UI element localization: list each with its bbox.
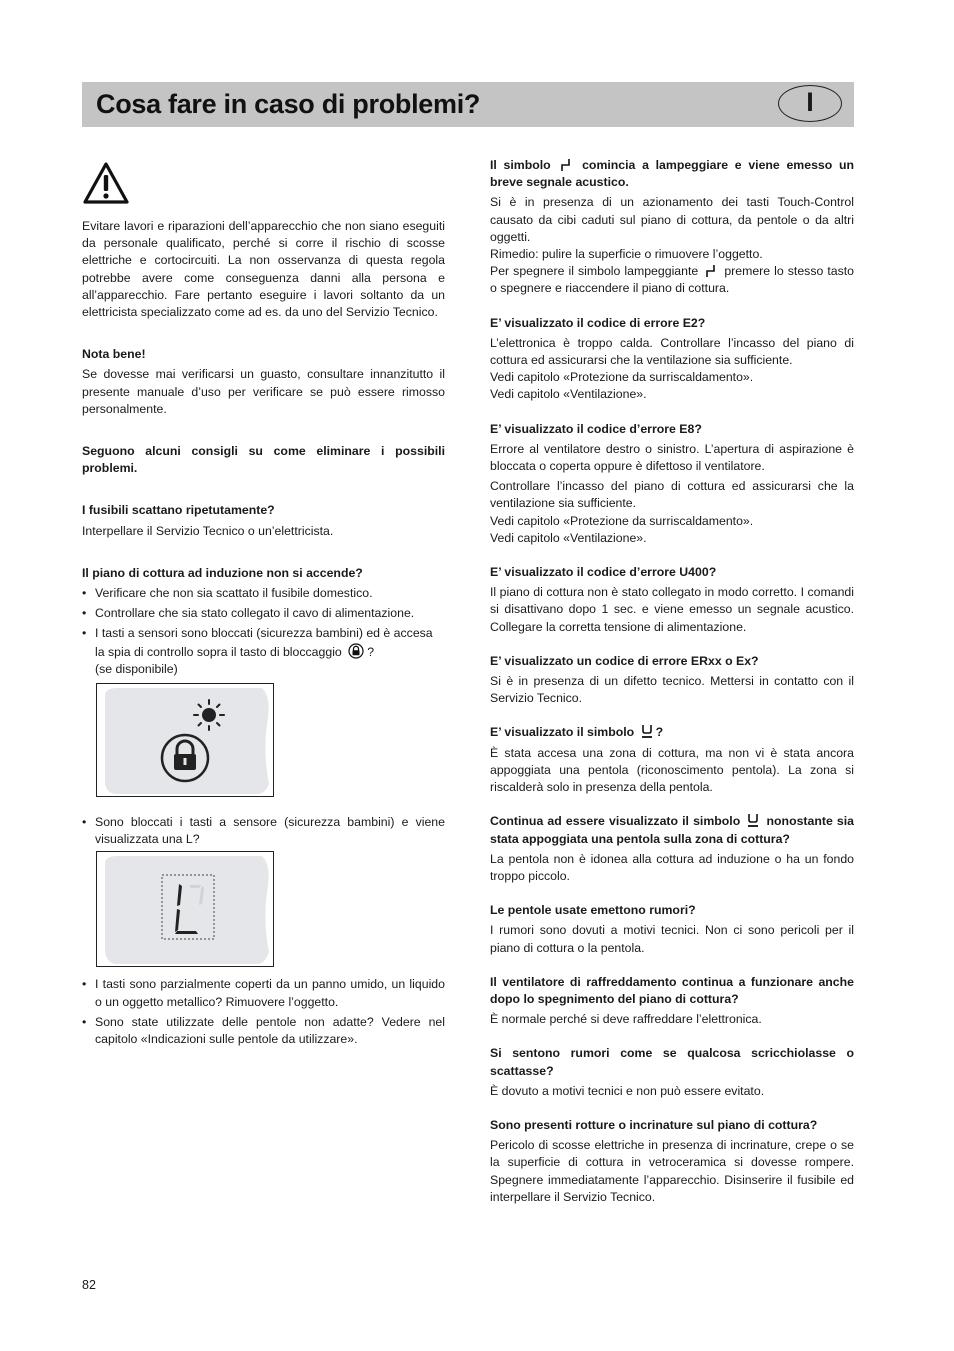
blink-symbol-off: Per spegnere il simbolo lampeggiante premere lo stesso tasto o spegnere e riaccendere il piano di cottura. — [490, 264, 854, 296]
break-title: Sono presenti rotture o incrinature sul piano di cottura? — [490, 1117, 818, 1132]
page-title: Cosa fare in caso di problemi? — [96, 89, 481, 119]
e8-text: Controllare l’incasso del piano di cottura ed assicurarsi che la ventilazione sia sufficiente. — [490, 479, 854, 511]
advice-text: Seguono alcuni consigli su come eliminare i possibili problemi. — [82, 444, 445, 476]
list-item: • I tasti a sensori sono bloccati (sicurezza bambini) ed è accesa la spia di controllo sopra il tasto di bloccaggio ? (se disponibile) — [82, 625, 445, 678]
note-text: Se dovesse mai verificarsi un guasto, consultare innanzitutto il presente manuale d’uso per verificare se può essere rimosso personalmente. — [82, 367, 445, 416]
erxx-title: E’ visualizzato un codice di errore ERxx o Ex? — [490, 653, 759, 668]
e8-ref: Vedi capitolo «Ventilazione». — [490, 530, 647, 545]
language-badge: I — [778, 85, 842, 122]
list-item: • Sono bloccati i tasti a sensore (sicurezza bambini) e viene visualizzata una L? — [82, 814, 445, 848]
pan-symbol-icon — [641, 724, 653, 739]
pan-symbol-text: È stata accesa una zona di cottura, ma non vi è stata ancora appoggiata una pentola (riconoscimento pentola). La zona si riscalderà solo in presenza della pentola. — [490, 745, 854, 795]
list-item: • Verificare che non sia scattato il fusibile domestico. — [82, 585, 445, 602]
right-column — [490, 157, 854, 1206]
e2-ref: Vedi capitolo «Protezione da surriscaldamento». — [490, 370, 754, 385]
u400-text: Il piano di cottura non è stato collegato in modo corretto. I comandi si disattivano dopo 1 sec. e viene emesso un segnale acustico. Collegare la corretta tensione di alimentazione. — [490, 585, 854, 634]
fan-title: Il ventilatore di raffreddamento continua a funzionare anche dopo lo spegnimento del piano di cottura? — [490, 974, 854, 1006]
crack-text: È dovuto a motivi tecnici e non può essere evitato. — [490, 1083, 765, 1098]
list-item: • Sono state utilizzate delle pentole non adatte? Vedere nel capitolo «Indicazioni sulle pentole da utilizzare». — [82, 1014, 445, 1048]
blink-symbol-icon — [560, 158, 572, 172]
list-item: • I tasti sono parzialmente coperti da un panno umido, un liquido o un oggetto metallico? Rimuovere l’oggetto. — [82, 976, 445, 1010]
fuse-text: Interpellare il Servizio Tecnico o un’elettricista. — [82, 523, 334, 538]
blink-symbol-text: Si è in presenza di un azionamento dei tasti Touch-Control causato da cibi caduti sul piano di cottura, da pentole o da altri oggetti. — [490, 195, 854, 244]
e8-title: E’ visualizzato il codice d’errore E8? — [490, 421, 702, 436]
u400-title: E’ visualizzato il codice d’errore U400? — [490, 565, 717, 580]
page-number: 82 — [82, 1278, 96, 1292]
noise-text: I rumori sono dovuti a motivi tecnici. Non ci sono pericoli per il piano di cottura o la pentola. — [490, 923, 854, 955]
erxx-text: Si è in presenza di un difetto tecnico. Mettersi in contatto con il Servizio Tecnico. — [490, 674, 854, 706]
pan-symbol-icon — [747, 813, 759, 828]
lock-list — [82, 814, 445, 848]
fan-text: È normale perché si deve raffreddare l’elettronica. — [490, 1012, 762, 1027]
e2-ref: Vedi capitolo «Ventilazione». — [490, 387, 647, 402]
e8-ref: Vedi capitolo «Protezione da surriscaldamento». — [490, 513, 754, 528]
note-title: Nota bene! — [82, 347, 146, 362]
header-bar — [82, 82, 854, 127]
break-text: Pericolo di scosse elettriche in presenza di incrinature, crepe o se la superficie di cottura in vetroceramica si dovesse rompere. Spegnere immediatamente l’apparecchio. Disinserire il fusibile ed interpellare il Servizio Tecnico. — [490, 1138, 854, 1204]
l-display-illustration — [96, 851, 274, 967]
list-item: • Controllare che sia stato collegato il cavo di alimentazione. — [82, 605, 445, 622]
warning-icon — [82, 161, 130, 205]
lock-indicator-illustration — [96, 683, 274, 797]
noise-title: Le pentole usate emettono rumori? — [490, 903, 696, 918]
blink-symbol-icon — [705, 264, 717, 278]
sun-icon — [194, 700, 224, 730]
no-power-title: Il piano di cottura ad induzione non si accende? — [82, 565, 363, 580]
pan-persist-text: La pentola non è idonea alla cottura ad induzione o ha un fondo troppo piccolo. — [490, 851, 854, 883]
crack-title: Si sentono rumori come se qualcosa scricchiolasse o scattasse? — [490, 1046, 854, 1078]
no-power-list — [82, 585, 445, 678]
e2-title: E’ visualizzato il codice di errore E2? — [490, 315, 706, 330]
left-column — [82, 157, 445, 1051]
fuse-title: I fusibili scattano ripetutamente? — [82, 503, 275, 518]
extra-list — [82, 976, 445, 1048]
pan-persist-title: Continua ad essere visualizzato il simbolo nonostante sia stata appoggiata una pentola sulla zona di cottura? — [490, 814, 855, 846]
blink-symbol-title: Il simbolo comincia a lampeggiare e viene emesso un breve segnale acustico. — [490, 158, 854, 190]
pan-symbol-title: E’ visualizzato il simbolo ? — [490, 725, 664, 740]
e2-text: L’elettronica è troppo calda. Controllare l’incasso del piano di cottura ed assicurarsi che la ventilazione sia sufficiente. — [490, 335, 854, 368]
blink-symbol-remedy: Rimedio: pulire la superficie o rimuovere l’oggetto. — [490, 247, 763, 262]
intro-text: Evitare lavori e riparazioni dell’apparecchio che non siano eseguiti da personale qualificato, perché si corre il rischio di scosse elettriche e cortocircuiti. La non osservanza di questa regola potrebbe avere come conseguenza danni alla persona e all’apparecchio. Fare pertanto eseguire i lavori soltanto da un elettricista specializzato come ad es. da uno del Servizio Tecnico. — [82, 219, 445, 320]
e8-text: Errore al ventilatore destro o sinistro. L’apertura di aspirazione è bloccata o coperta oppure è difettoso il ventilatore. — [490, 441, 854, 474]
lock-icon — [348, 643, 364, 659]
